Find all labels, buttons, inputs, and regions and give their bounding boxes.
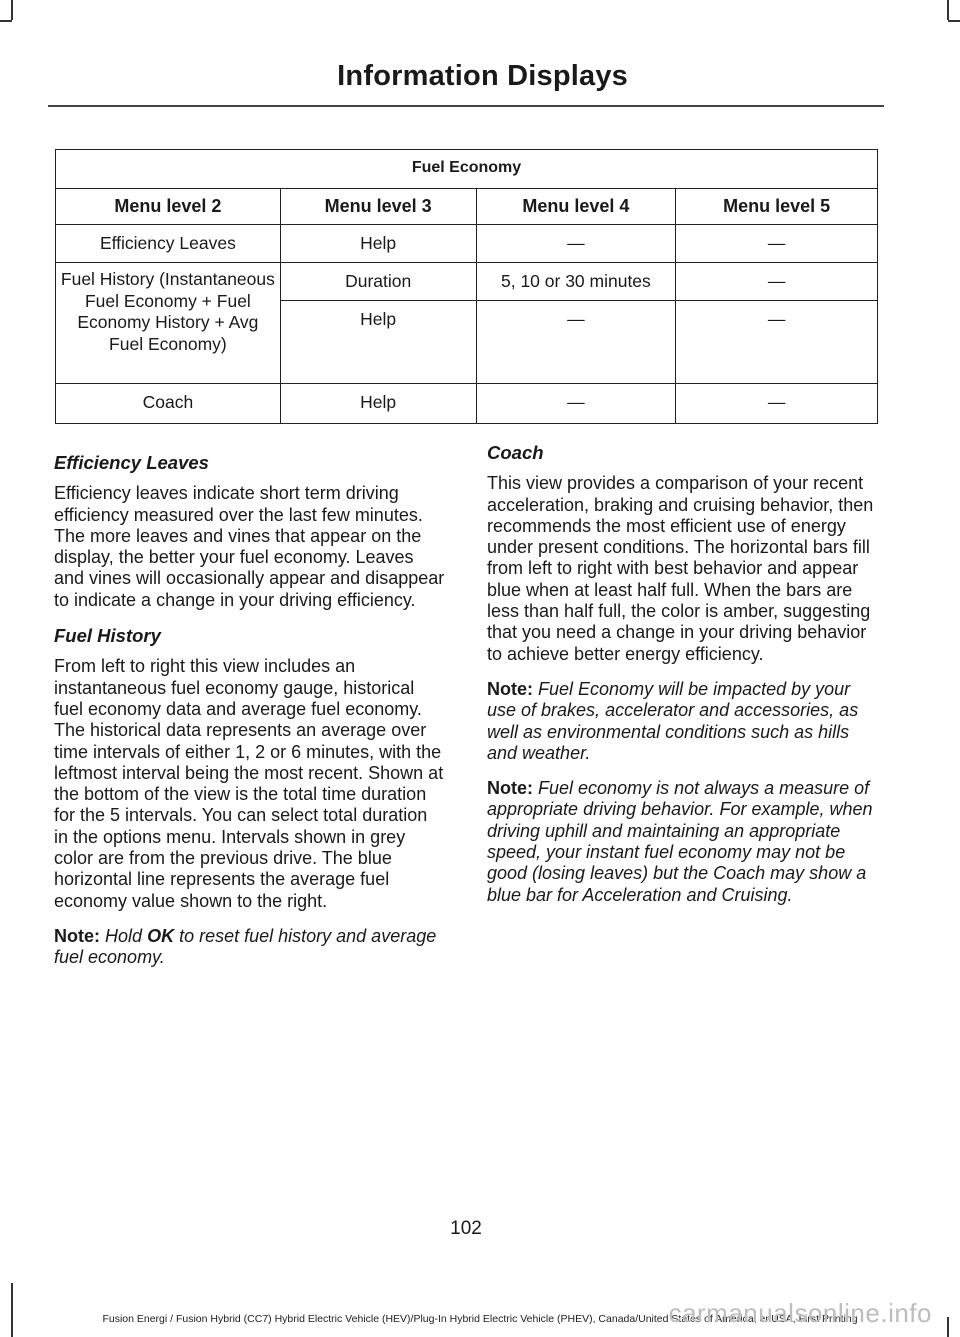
table-row [56,384,878,424]
table-cell: — [476,301,676,384]
crop-mark [0,20,12,22]
table-cell: 5, 10 or 30 minutes [476,263,676,301]
table-row [56,263,878,301]
section-heading-coach: Coach [487,442,544,463]
table-cell: — [676,263,878,301]
table-cell: — [676,301,878,384]
crop-mark [948,20,960,22]
right-column [487,442,879,920]
note-driving-behavior [487,778,879,906]
table-cell: — [676,384,878,424]
column-header: Menu level 5 [676,189,878,225]
crop-mark [11,1283,13,1337]
table-cell: Coach [56,384,281,424]
note-text: Hold [105,925,143,946]
table-cell: — [476,384,676,424]
table-cell: Duration [280,263,476,301]
note-label: Note: [54,925,100,946]
page-title: Information Displays [337,60,628,92]
watermark: carmanualsonline.info [668,1298,932,1328]
ok-button-label: OK [147,925,175,946]
table-cell: Help [280,225,476,263]
fuel-economy-table [55,149,878,424]
table-cell: — [476,225,676,263]
table-cell: Help [280,301,476,384]
column-header: Menu level 4 [476,189,676,225]
table-cell: — [676,225,878,263]
section-heading-efficiency-leaves: Efficiency Leaves [54,452,209,473]
note-text: Fuel Economy will be impacted by your use of brakes, accelerator and accessories, as well as environmental conditions such as hills and weather. [487,678,859,763]
note-fuel-economy-impact [487,679,879,764]
header-divider [48,105,884,107]
note-reset-fuel-history [54,926,446,969]
column-header: Menu level 3 [280,189,476,225]
section-heading-fuel-history: Fuel History [54,625,161,647]
table-cell: Help [280,384,476,424]
note-text: to reset fuel history and average fuel economy. [54,925,437,968]
left-column [54,452,446,983]
table-cell: Fuel History (Instantaneous Fuel Economy + Fuel Economy History + Avg Fuel Economy) [56,263,281,384]
page-number: 102 [450,1218,482,1239]
table-cell: Efficiency Leaves [56,225,281,263]
crop-mark [947,0,949,20]
crop-mark [11,0,13,20]
coach-paragraph: This view provides a comparison of your recent acceleration, braking and cruising behavior, then recommends the most efficient use of energy under present conditions. The horizontal bars fill from left to right with best behavior and appear blue when at least half full. When the bars are less than half full, the color is amber, suggesting that you need a change in your driving behavior to achieve better energy efficiency. [487,473,874,664]
column-header: Menu level 2 [56,189,281,225]
crop-mark [947,1317,949,1337]
efficiency-leaves-paragraph: Efficiency leaves indicate short term driving efficiency measured over the last few minutes. The more leaves and vines that appear on the display, the better your fuel economy. Leaves and vines will occasionally appear and disappear to indicate a change in your driving efficiency. [54,483,445,610]
footer-text: Fusion Energi / Fusion Hybrid (CC7) Hybrid Electric Vehicle (HEV)/Plug-In Hybrid Electric Vehicle (PHEV), Canada/United States of America, enUSA, First Printing [102,1313,858,1325]
fuel-history-paragraph: From left to right this view includes an instantaneous fuel economy gauge, historical fuel economy data and average fuel economy. The historical data represents an average over time intervals of either 1, 2 or 6 minutes, with the leftmost interval being the most recent. Shown at the bottom of the view is the total time duration for the 5 intervals. You can select total duration in the options menu. Intervals shown in grey color are from the previous drive. The blue horizontal line represents the average fuel economy value shown to the right. [54,656,444,911]
note-text: Fuel economy is not always a measure of appropriate driving behavior. For example, when driving uphill and maintaining an appropriate speed, your instant fuel economy may not be good (losing leaves) but the Coach may show a blue bar for Acceleration and Cruising. [487,778,873,905]
table-row [56,225,878,263]
table-caption: Fuel Economy [56,150,878,189]
note-label: Note: [487,678,533,699]
note-label: Note: [487,778,533,799]
